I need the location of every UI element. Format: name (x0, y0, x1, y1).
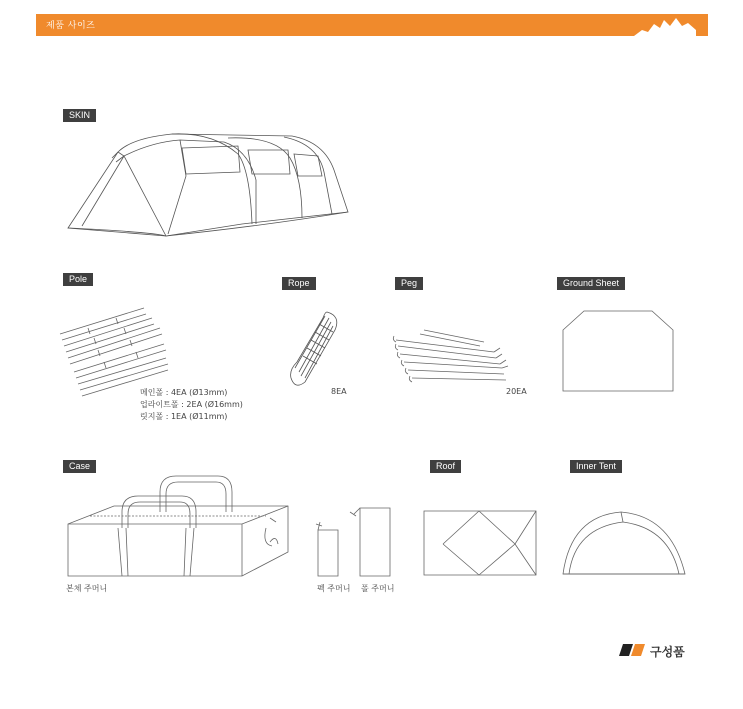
footer-title: 구성품 (650, 645, 685, 659)
label-skin: SKIN (63, 109, 96, 122)
header-bar (36, 14, 708, 36)
label-inner-tent: Inner Tent (570, 460, 622, 473)
main-case-illustration (66, 472, 292, 578)
label-peg: Peg (395, 277, 423, 290)
caption-pole-bag: 폴 주머니 (361, 584, 395, 593)
pole-bag-illustration (346, 504, 392, 578)
pole-spec-ridge: 릿지폴 : 1EA (Ø11mm) (140, 412, 228, 421)
poles-illustration (58, 304, 170, 396)
label-ground-sheet: Ground Sheet (557, 277, 625, 290)
pole-spec-upright: 업라이트폴 : 2EA (Ø16mm) (140, 400, 243, 409)
rope-count: 8EA (331, 387, 347, 396)
rope-bundle-illustration (285, 308, 345, 388)
inner-tent-illustration (561, 508, 687, 578)
pegs-illustration (390, 326, 514, 388)
label-case: Case (63, 460, 96, 473)
peg-bag-illustration (314, 518, 340, 578)
pole-spec-main: 메인폴 : 4EA (Ø13mm) (140, 388, 228, 397)
tent-skin-illustration (62, 128, 354, 240)
brand-stripes-icon (619, 644, 645, 656)
caption-peg-bag: 펙 주머니 (317, 584, 351, 593)
header-title: 제품 사이즈 (46, 21, 96, 31)
label-roof: Roof (430, 460, 461, 473)
peg-count: 20EA (506, 387, 527, 396)
mountain-logo-icon (634, 14, 696, 36)
ground-sheet-illustration (562, 310, 674, 392)
caption-main-bag: 본체 주머니 (66, 584, 108, 593)
roof-illustration (423, 510, 537, 576)
label-pole: Pole (63, 273, 93, 286)
label-rope: Rope (282, 277, 316, 290)
